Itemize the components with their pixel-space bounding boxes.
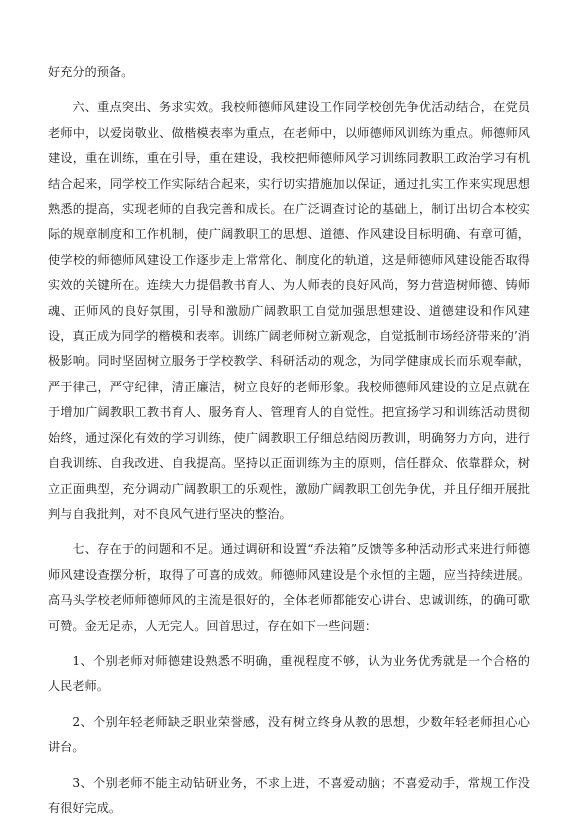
paragraph-section-seven: 七、存在于的问题和不足。通过调研和设置“乔法箱”反馈等多种活动形式来进行师德师风建设查摆分析，取得了可喜的成效。师德师风建设是个永恒的主题，应当持续进展。高马头学校老师师德师风的主流是很好的，全体老师都能安心讲台、忠诚训练，的确可歌可赞。金无足赤，人无完人。回首思过，存在如下一些问题： [48,542,530,633]
paragraph-continuation: 好充分的预备。 [48,65,134,79]
list-item-problem-2: 2、个别年轻老师缺乏职业荣誉感，没有树立终身从教的思想，少数年轻老师担心心讲台。 [48,714,530,755]
paragraph-section-six: 六、重点突出、务求实效。我校师德师风建设工作同学校创先争优活动结合，在党员老师中，以爱岗敬业、做楷模表率为重点，在老师中，以师德师风训练为重点。师德师风建设，重在训练，重在引导，重在建设，我校把师德师风学习训练同教职工政治学习有机结合起来，同学校工作实际结合起来，实行切实措施加以保证，通过扎实工作来实现思想熟悉的提高，实现老师的自我完善和成长。在广泛调查讨论的基础上，制订出切合本校实际的规章制度和工作机制，使广阔教职工的思想、道德、作风建设目标明确、有章可循，使学校的师德师风建设工作逐步走上常常化、制度化的轨道，这是师德师风建设能否取得实效的关键所在。连续大力提倡教书育人、为人师表的良好风尚，努力营造树师德、铸师魂、正师风的良好氛围，引导和激励广阔教职工自觉加强思想建设、道德建设和作风建设，真正成为同学的楷模和表率。训练广阔老师树立新观念，自觉抵制市场经济带来的’消极影响。同时坚固树立服务于学校教学、科研活动的观念，为同学健康成长而乐观奉献，严于律己，严守纪律，清正廉洁，树立良好的老师形象。我校师德师风建设的立足点就在于增加广阔教职工教书育人、服务育人、管理育人的自觉性。把宣扬学习和训练活动贯彻始终，通过深化有效的学习训练，使广阔教职工仔细总结阅历教训，明确努力方向，进行自我训练、自我改进、自我提高。坚持以正面训练为主的原则，信任群众、依靠群众，树立正面典型，充分调动广阔教职工的乐观性，激励广阔教职工创先争优，并且仔细开展批判与自我批判，对不良风气进行坚决的整治。 [48,100,530,521]
list-item-problem-3: 3、个别老师不能主动钻研业务，不求上进，不喜爱动脑；不喜爱动手，常规工作没有很好完成。 [48,775,530,815]
list-item-problem-1: 1、个别老师对师德建设熟悉不明确，重视程度不够，认为业务优秀就是一个合格的人民老师。 [48,653,530,694]
